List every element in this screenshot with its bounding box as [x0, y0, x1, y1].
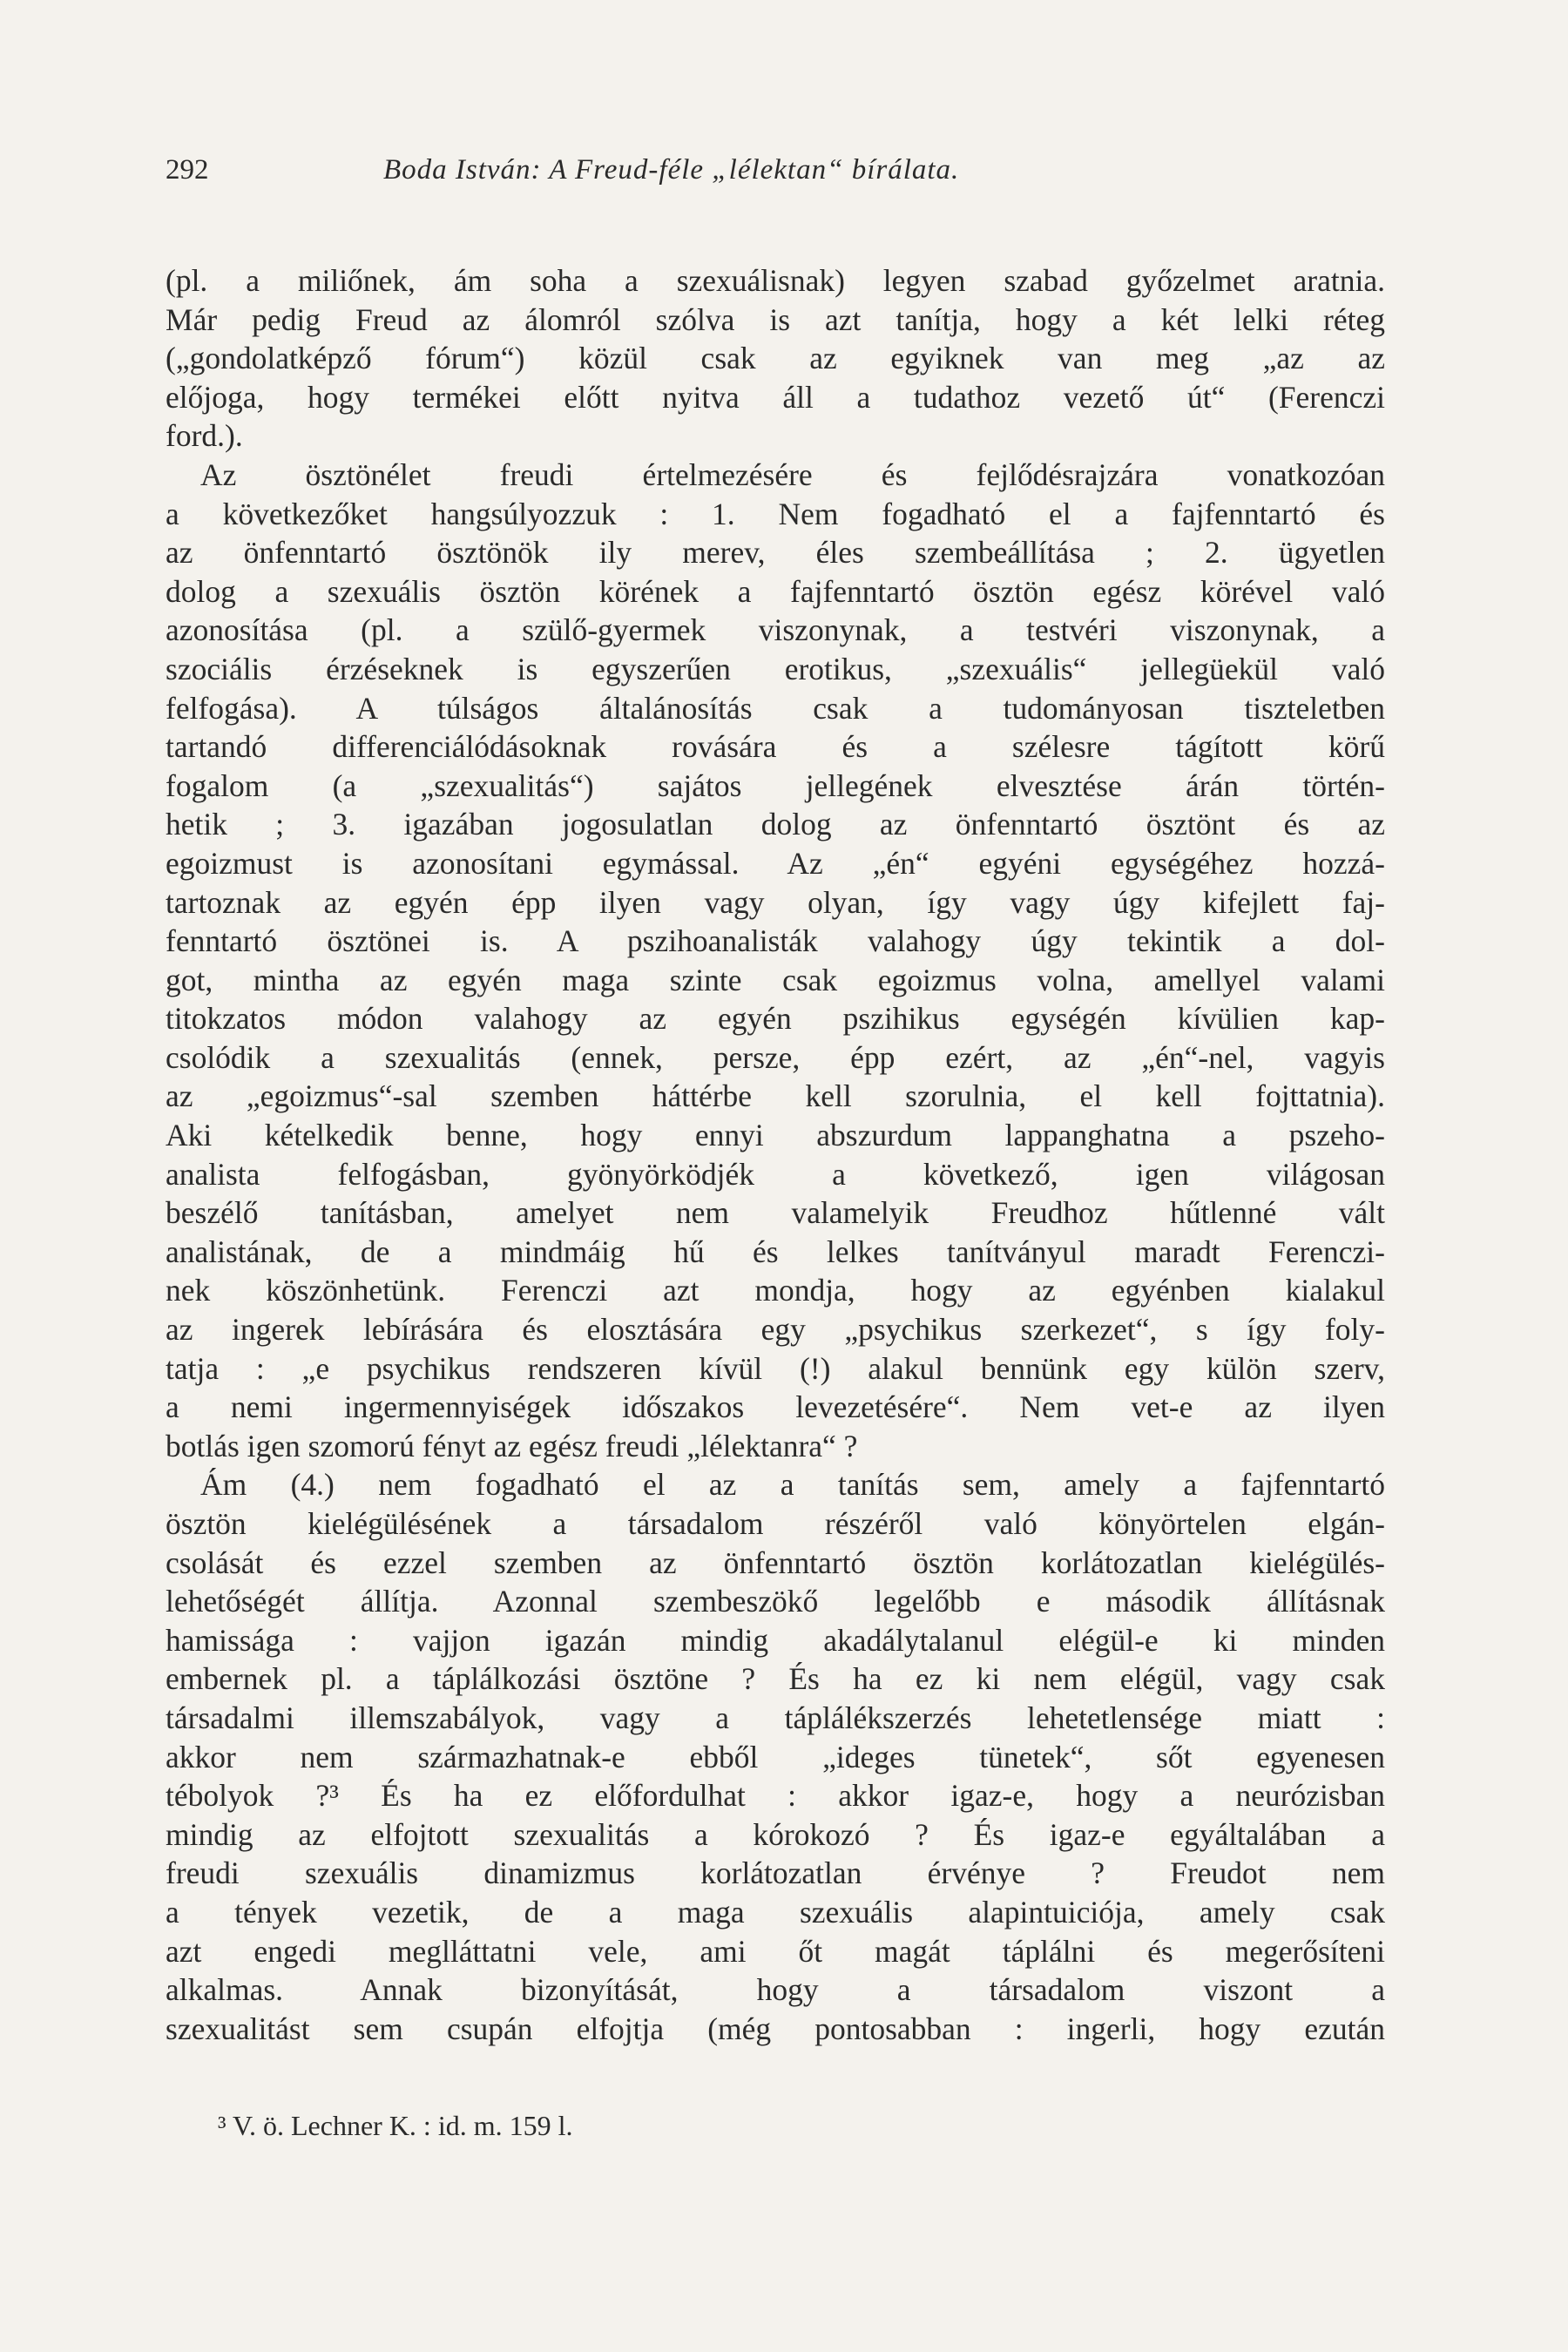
text-line: a következőket hangsúlyozzuk : 1. Nem fogadható el a fajfenntartó és: [166, 496, 1385, 531]
text-line: az önfenntartó ösztönök ily merev, éles szembeállítása ; 2. ügyetlen: [166, 535, 1385, 571]
text-line: tébolyok ?³ És ha ez előfordulhat : akkor igaz-e, hogy a neurózisban: [166, 1778, 1385, 1814]
text-line: társadalmi illemszabályok, vagy a táplálékszerzés lehetetlensége miatt :: [166, 1700, 1385, 1735]
text-line: Aki kételkedik benne, hogy ennyi abszurdum lappanghatna a pszeho-: [166, 1118, 1385, 1153]
footnote: ³ V. ö. Lechner K. : id. m. 159 l.: [218, 2110, 573, 2141]
text-line: alkalmas. Annak bizonyítását, hogy a társadalom viszont a: [166, 1972, 1385, 2008]
page-header: [157, 148, 1394, 192]
text-line: Az ösztönélet freudi értelmezésére és fejlődésrajzára vonatkozóan: [200, 456, 1385, 492]
text-line: előjoga, hogy termékei előtt nyitva áll a tudathoz vezető út“ (Ferenczi: [166, 379, 1385, 415]
text-line: („gondolatképző fórum“) közül csak az egyiknek van meg „az az: [166, 341, 1385, 376]
text-line: a nemi ingermennyiségek időszakos levezetésére“. Nem vet-e az ilyen: [166, 1389, 1385, 1425]
text-line: nek köszönhetünk. Ferenczi azt mondja, hogy az egyénben kialakul: [166, 1273, 1385, 1308]
text-line: ösztön kielégülésének a társadalom részéről való könyörtelen elgán-: [166, 1506, 1385, 1541]
text-line: embernek pl. a táplálkozási ösztöne ? És ha ez ki nem elégül, vagy csak: [166, 1661, 1385, 1697]
text-line: csolását és ezzel szemben az önfenntartó ösztön korlátozatlan kielégülés-: [166, 1544, 1385, 1580]
text-line: tartandó differenciálódásoknak rovására és a szélesre tágított körű: [166, 729, 1385, 765]
text-line: azt engedi meglláttatni vele, ami őt magát táplálni és megerősíteni: [166, 1933, 1385, 1969]
text-line: az „egoizmus“-sal szemben háttérbe kell szorulnia, el kell fojttatnia).: [166, 1078, 1385, 1114]
text-line: mindig az elfojtott szexualitás a kórokozó ? És igaz-e egyáltalában a: [166, 1816, 1385, 1852]
text-line: felfogása). A túlságos általánosítás csak a tudományosan tiszteletben: [166, 690, 1385, 726]
text-line: got, mintha az egyén maga szinte csak egoizmus volna, amellyel valami: [166, 962, 1385, 997]
text-line: Már pedig Freud az álomról szólva is azt tanítja, hogy a két lelki réteg: [166, 301, 1385, 337]
text-line: analistának, de a mindmáig hű és lelkes tanítványul maradt Ferenczi-: [166, 1233, 1385, 1269]
body-text: [166, 261, 1385, 2048]
text-line: szexualitást sem csupán elfojtja (még pontosabban : ingerli, hogy ezután: [166, 2011, 1385, 2046]
text-line: tartoznak az egyén épp ilyen vagy olyan, így vagy úgy kifejlett faj-: [166, 884, 1385, 920]
text-line: titokzatos módon valahogy az egyén pszihikus egységén kívülien kap-: [166, 1001, 1385, 1037]
text-line: hetik ; 3. igazában jogosulatlan dolog az önfenntartó ösztönt és az: [166, 807, 1385, 842]
text-line: analista felfogásban, gyönyörködjék a következő, igen világosan: [166, 1156, 1385, 1192]
text-line: fenntartó ösztönei is. A pszihoanalisták valahogy úgy tekintik a dol-: [166, 923, 1385, 959]
page-number: 292: [166, 154, 209, 186]
running-title: Boda István: A Freud-féle „lélektan“ bírálata.: [383, 154, 960, 186]
text-line: dolog a szexuális ösztön körének a fajfenntartó ösztön egész körével való: [166, 573, 1385, 609]
text-line: Ám (4.) nem fogadható el az a tanítás sem, amely a fajfenntartó: [200, 1467, 1385, 1503]
text-line: tatja : „e psychikus rendszeren kívül (!) alakul bennünk egy külön szerv,: [166, 1350, 1385, 1386]
text-line: ford.).: [166, 418, 243, 454]
text-line: azonosítása (pl. a szülő-gyermek viszonynak, a testvéri viszonynak, a: [166, 612, 1385, 648]
text-line: szociális érzéseknek is egyszerűen erotikus, „szexuális“ jellegüekül való: [166, 651, 1385, 686]
text-line: csolódik a szexualitás (ennek, persze, épp ezért, az „én“-nel, vagyis: [166, 1039, 1385, 1075]
text-line: akkor nem származhatnak-e ebből „ideges tünetek“, sőt egyenesen: [166, 1739, 1385, 1774]
text-line: (pl. a miliőnek, ám soha a szexuálisnak) legyen szabad győzelmet aratnia.: [166, 263, 1385, 298]
text-line: fogalom (a „szexualitás“) sajátos jellegének elvesztése árán történ-: [166, 767, 1385, 803]
text-line: botlás igen szomorú fényt az egész freudi „lélektanra“ ?: [166, 1428, 858, 1463]
text-line: beszélő tanításban, amelyet nem valamelyik Freudhoz hűtlenné vált: [166, 1195, 1385, 1231]
text-line: hamissága : vajjon igazán mindig akadálytalanul elégül-e ki minden: [166, 1622, 1385, 1658]
text-line: lehetőségét állítja. Azonnal szembeszökő legelőbb e második állításnak: [166, 1584, 1385, 1619]
text-line: a tények vezetik, de a maga szexuális alapintuiciója, amely csak: [166, 1894, 1385, 1930]
text-line: az ingerek lebírására és elosztására egy „psychikus szerkezet“, s így foly-: [166, 1312, 1385, 1348]
text-line: freudi szexuális dinamizmus korlátozatlan érvénye ? Freudot nem: [166, 1855, 1385, 1891]
text-line: egoizmust is azonosítani egymással. Az „én“ egyéni egységéhez hozzá-: [166, 845, 1385, 881]
